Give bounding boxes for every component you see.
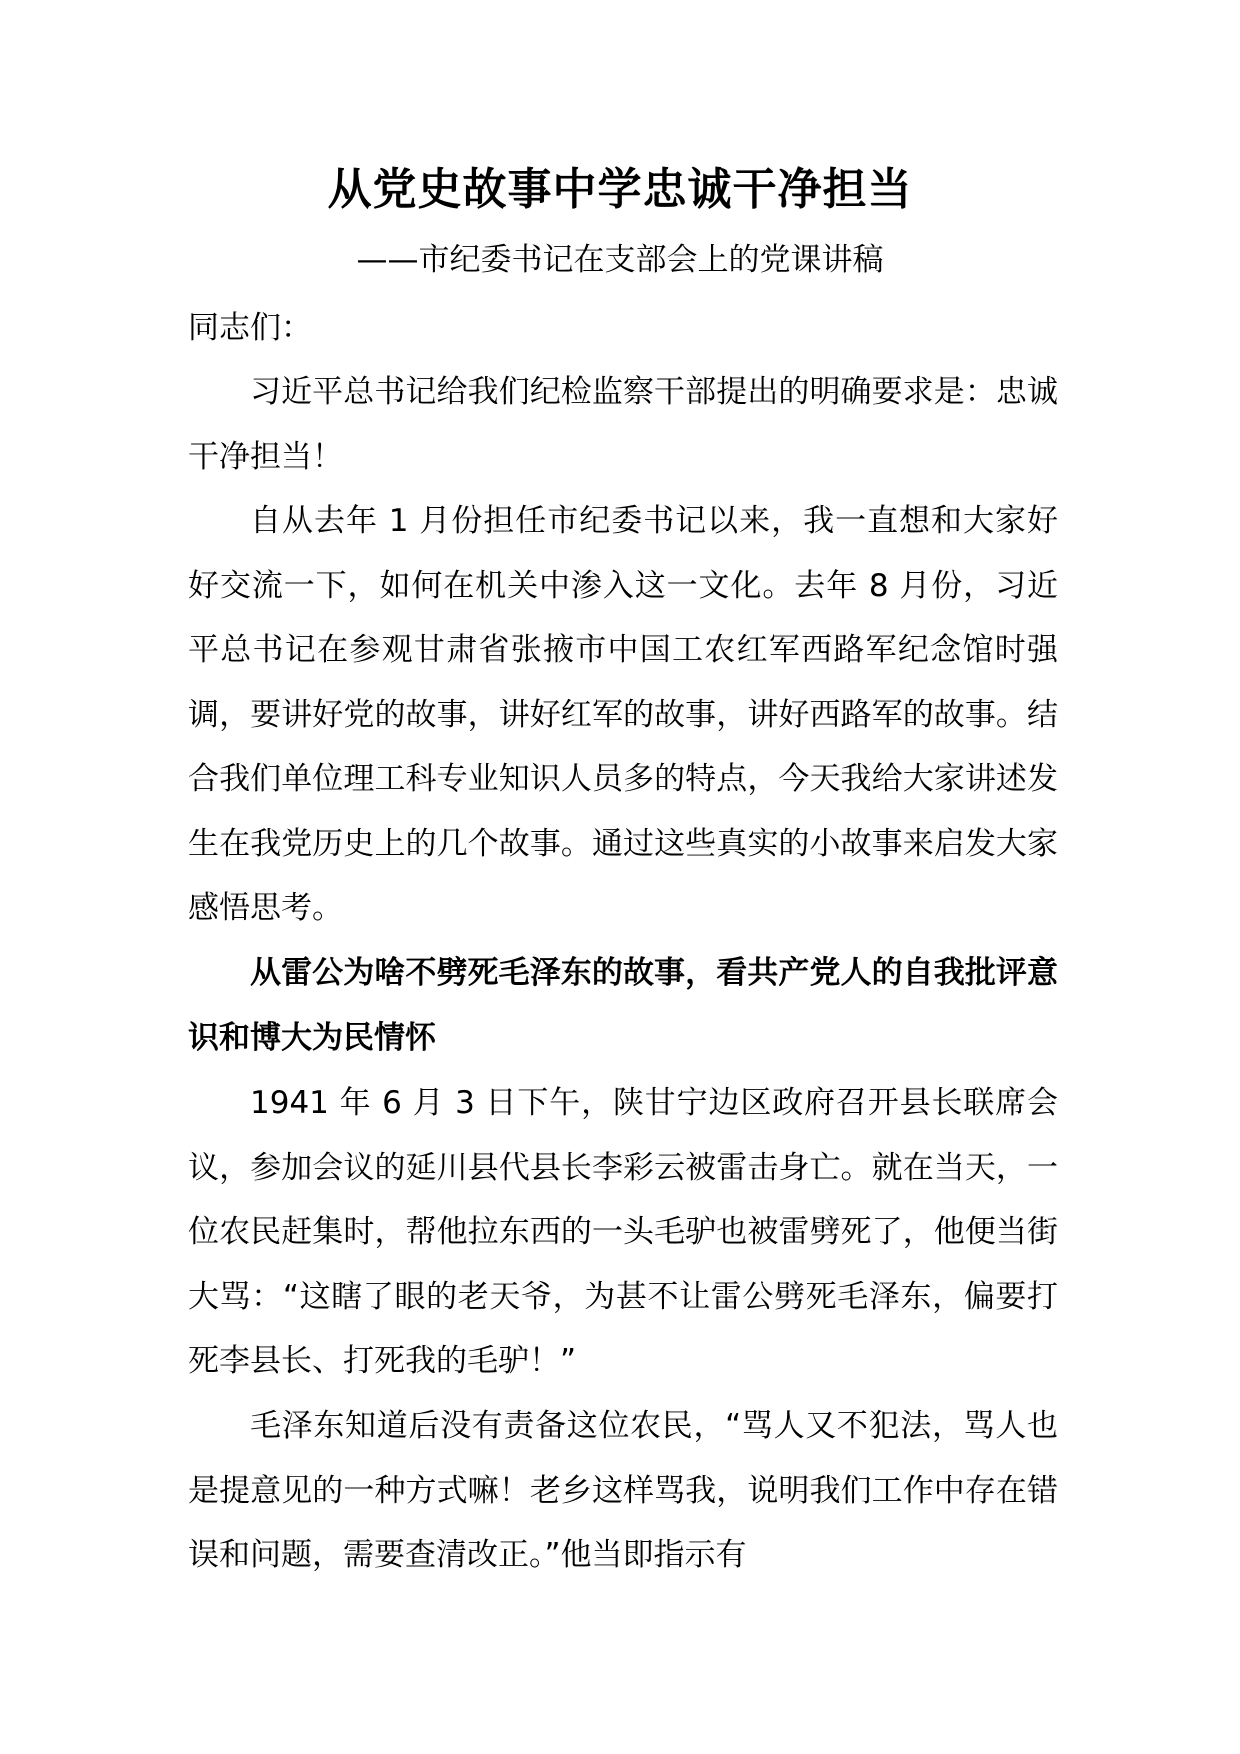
section-heading: 从雷公为啥不劈死毛泽东的故事，看共产党人的自我批评意识和博大为民情怀 [188,955,1058,1056]
greeting: 同志们： [188,310,312,346]
paragraph-4: 毛泽东知道后没有责备这位农民，“骂人又不犯法，骂人也是提意见的一种方式嘛！老乡这样骂我，说明我们工作中存在错误和问题，需要查清改正。”他当即指示有 [188,1408,1058,1573]
document-title: 从党史故事中学忠诚干净担当 [327,164,913,215]
paragraph-1: 习近平总书记给我们纪检监察干部提出的明确要求是：忠诚干净担当！ [188,374,1058,475]
document-subtitle: ——市纪委书记在支部会上的党课讲稿 [356,242,884,278]
paragraph-3: 1941 年 6 月 3 日下午，陕甘宁边区政府召开县长联席会议，参加会议的延川县代县长李彩云被雷击身亡。就在当天，一位农民赶集时，帮他拉东西的一头毛驴也被雷劈死了，他便当街大骂：“这瞎了眼的老天爷，为甚不让雷公劈死毛泽东，偏要打死李县长、打死我的毛驴！” [188,1085,1058,1379]
paragraph-2: 自从去年 1 月份担任市纪委书记以来，我一直想和大家好好交流一下，如何在机关中渗入这一文化。去年 8 月份，习近平总书记在参观甘肃省张掖市中国工农红军西路军纪念馆时强调，要讲好党的故事，讲好红军的故事，讲好西路军的故事。结合我们单位理工科专业知识人员多的特点，今天我给大家讲述发生在我党历史上的几个故事。通过这些真实的小故事来启发大家感悟思考。 [188,503,1058,926]
